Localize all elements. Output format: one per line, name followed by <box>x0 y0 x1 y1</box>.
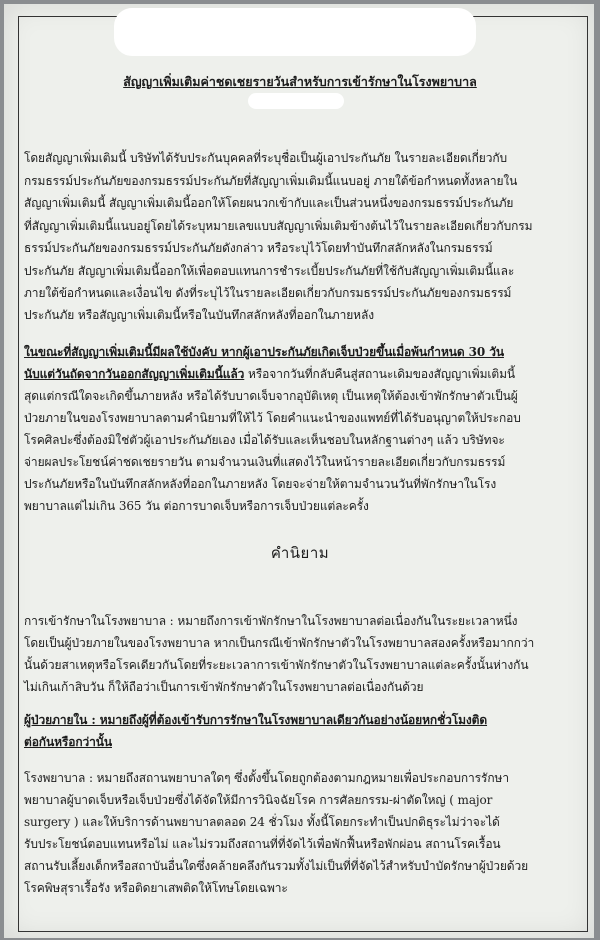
admission-definition-line: นั้นด้วยสาเหตุหรือโรคเดียวกันโดยที่ระยะเวลาการเข้าพักรักษาตัวในโรงพยาบาลแต่ละครั้งนั้นห่างกัน <box>24 658 529 672</box>
redacted-header-block <box>114 8 476 56</box>
coverage-line: โรคศิลปะซึ่งต้องมิใช่ตัวผู้เอาประกันภัยเอง เมื่อได้รับและเห็นชอบในหลักฐานต่างๆ แล้ว บริษัทจะ <box>24 433 505 447</box>
intro-line: กรมธรรม์ประกันภัยของกรมธรรม์ประกันภัยที่สัญญาเพิ่มเติมนี้แนบอยู่ ภายใต้ข้อกำหนดทั้งหลายใน <box>24 174 518 188</box>
hospital-definition-line: โรงพยาบาล : หมายถึงสถานพยาบาลใดๆ ซึ่งตั้งขึ้นโดยถูกต้องตามกฎหมายเพื่อประกอบการรักษา <box>24 771 509 785</box>
inpatient-definition-line: ผู้ป่วยภายใน : หมายถึงผู้ที่ต้องเข้ารับการรักษาในโรงพยาบาลเดียวกันอย่างน้อยหกชั่วโมงติด <box>24 713 488 727</box>
coverage-line: ป่วยภายในของโรงพยาบาลตามคำนิยามที่ให้ไว้ โดยคำแนะนำของแพทย์ที่ได้รับอนุญาตให้ประกอบ <box>24 411 521 425</box>
coverage-condition-line <box>24 367 515 381</box>
intro-line: ธรรม์ประกันภัยของกรมธรรม์ประกันภัยดังกล่าว หรือระบุไว้โดยทำบันทึกสลักหลังในกรมธรรม์ <box>24 241 493 255</box>
coverage-line: พยาบาลแต่ไม่เกิน 365 วัน ต่อการบาดเจ็บหรือการเจ็บป่วยแต่ละครั้ง <box>24 499 369 513</box>
intro-line: ภายใต้ข้อกำหนดและเงื่อนไข ดังที่ระบุไว้ในรายละเอียดเกี่ยวกับกรมธรรม์ประกันภัยของกรมธรรม์ <box>24 286 512 300</box>
definitions-heading: คำนิยาม <box>270 544 330 562</box>
admission-definition-line: ไม่เกินเก้าสิบวัน ก็ให้ถือว่าเป็นการเข้าพักรักษาตัวในโรงพยาบาลต่อเนื่องกันด้วย <box>24 680 424 694</box>
intro-line: ประกันภัย สัญญาเพิ่มเติมนี้ออกให้เพื่อตอบแทนการชำระเบี้ยประกันภัยที่ใช้กับสัญญาเพิ่มเติมนี้และ <box>24 264 515 278</box>
document-title: สัญญาเพิ่มเติมค่าชดเชยรายวันสำหรับการเข้ารักษาในโรงพยาบาล <box>123 74 477 89</box>
hospital-definition-line: พยาบาลผู้บาดเจ็บหรือเจ็บป่วยซึ่งได้จัดให้มีการวินิจฉัยโรค การศัลยกรรม-ผ่าตัดใหญ่ ( major <box>24 793 493 807</box>
coverage-line: ประกันภัยหรือในบันทึกสลักหลังที่ออกในภายหลัง โดยจะจ่ายให้ตามจำนวนวันที่พักรักษาในโรง <box>24 477 497 491</box>
inpatient-definition-line: ต่อกันหรือกว่านั้น <box>24 735 112 749</box>
coverage-line: สุดแต่กรณีใดจะเกิดขึ้นภายหลัง หรือได้รับบาดเจ็บจากอุบัติเหตุ เป็นเหตุให้ต้องเข้าพักรักษาตัวเป็นผู้ <box>24 389 518 403</box>
coverage-condition-emphasis: นับแต่วันถัดจากวันออกสัญญาเพิ่มเติมนี้แล้ว <box>24 367 245 381</box>
intro-line: สัญญาเพิ่มเติมนี้ สัญญาเพิ่มเติมนี้ออกให้โดยผนวกเข้ากับและเป็นส่วนหนึ่งของกรมธรรม์ประกันภัย <box>24 196 514 210</box>
intro-line: โดยสัญญาเพิ่มเติมนี้ บริษัทได้รับประกันบุคคลที่ระบุชื่อเป็นผู้เอาประกันภัย ในรายละเอียดเกี่ยวกับ <box>24 151 508 165</box>
redacted-subtitle-block <box>248 93 344 109</box>
intro-line: ประกันภัย หรือสัญญาเพิ่มเติมนี้หรือในบันทึกสลักหลังที่ออกในภายหลัง <box>24 308 374 322</box>
hospital-definition-line: รับประโยชน์ตอบแทนหรือไม่ และไม่รวมถึงสถานที่ที่จัดไว้เพื่อพักฟื้นหรือพักผ่อน สถานโรคเรื้อน <box>24 837 501 851</box>
hospital-definition-line: สถานรับเลี้ยงเด็กหรือสถาบันอื่นใดซึ่งคล้ายคลึงกันรวมทั้งไม่เป็นที่ที่จัดไว้สำหรับบำบัดรักษาผู้ป่วยด้วย <box>24 859 529 873</box>
admission-definition-line: โดยเป็นผู้ป่วยภายในของโรงพยาบาล หากเป็นกรณีเข้าพักรักษาตัวในโรงพยาบาลสองครั้งหรือมากกว่า <box>24 636 535 650</box>
coverage-condition-line: ในขณะที่สัญญาเพิ่มเติมนี้มีผลใช้บังคับ หากผู้เอาประกันภัยเกิดเจ็บป่วยขึ้นเมื่อพ้นกำหนด 30 วัน <box>24 345 504 359</box>
coverage-condition-continuation: หรือจากวันที่กลับคืนสู่สถานะเดิมของสัญญาเพิ่มเติมนี้ <box>244 367 516 381</box>
coverage-line: จ่ายผลประโยชน์ค่าชดเชยรายวัน ตามจำนวนเงินที่แสดงไว้ในหน้ารายละเอียดเกี่ยวกับกรมธรรม์ <box>24 455 506 469</box>
hospital-definition-line: surgery ) และให้บริการด้านพยาบาลตลอด 24 ชั่วโมง ทั้งนี้โดยกระทำเป็นปกติธุระไม่ว่าจะได้ <box>24 815 500 829</box>
intro-line: ที่สัญญาเพิ่มเติมนี้แนบอยู่โดยได้ระบุหมายเลขแบบสัญญาเพิ่มเติมข้างต้นไว้ในรายละเอียดเกี่ยวกับกรม <box>24 219 533 233</box>
admission-definition-line: การเข้ารักษาในโรงพยาบาล : หมายถึงการเข้าพักรักษาในโรงพยาบาลต่อเนื่องกันในระยะเวลาหนึ่ง <box>24 614 518 628</box>
hospital-definition-line: โรคพิษสุราเรื้อรัง หรือติดยาเสพติดให้โทษโดยเฉพาะ <box>24 881 288 895</box>
